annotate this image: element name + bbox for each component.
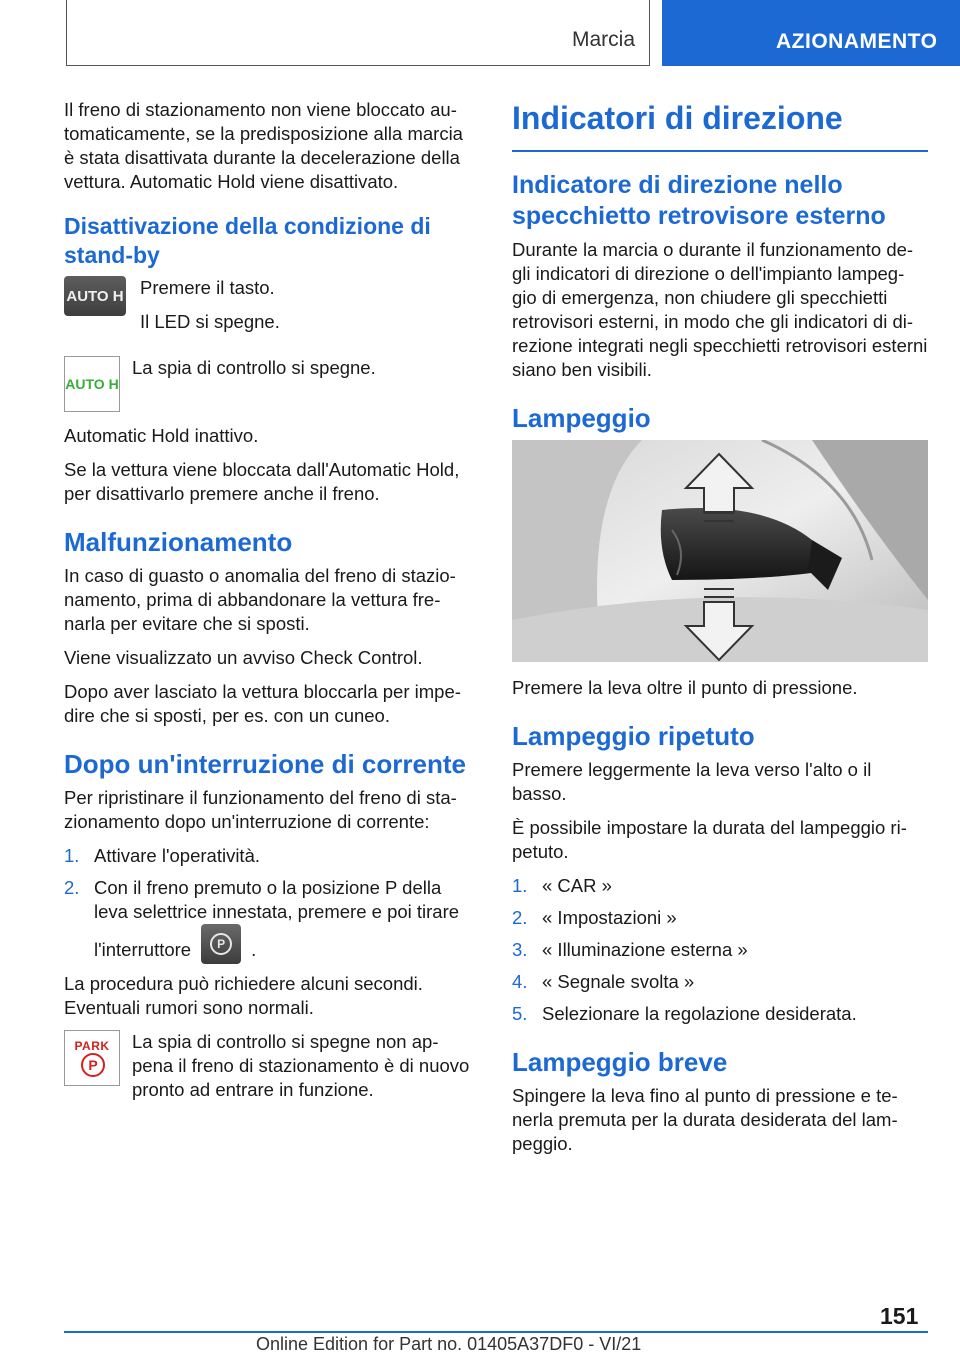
power-interruption-heading: Dopo un'interruzione di corrente [64,749,466,779]
mirror-indicator-text: Durante la marcia o durante il funzionamento de-gli indicatori di direzione o dell'impianto lampeg-gio di emergenza, non chiudere gli specchietti retrovisori esterni, in modo che gli indicatori di di-rezione integrati negli specchietti retrovisori esterni siano ben visibili. [512,239,928,380]
header-chapter-tab [662,0,960,66]
flash-text: Premere la leva oltre il punto di pressione. [512,677,858,698]
mirror-indicator-heading: Indicatore di direzione nello specchietto retrovisore esterno [512,171,886,230]
intro-paragraph: Il freno di stazionamento non viene bloccato au-tomaticamente, se la predisposizione alla marcia è stata disattivata durante la decelerazione della vettura. Automatic Hold viene disattivato. [64,99,463,192]
direction-indicators-heading: Indicatori di direzione [512,98,928,152]
power-steps-list [64,844,476,964]
right-column [512,98,928,1166]
procedure-text: La procedura può richiedere alcuni secondi. Eventuali rumori sono normali. [64,973,423,1018]
park-indicator-text: La spia di controllo si spegne non ap-pena il freno di stazionamento è di nuovo pronto ad entrare in funzione. [132,1031,470,1100]
header-chapter-title: AZIONAMENTO [776,30,938,53]
indicator-off-text: La spia di controllo si spegne. [132,357,376,378]
footer-divider [64,1331,928,1333]
list-item [64,844,476,868]
standby-heading: Disattivazione della condizione di stand-by [64,213,431,268]
step-text: Attivare l'operatività. [94,845,260,866]
header-section-box [66,0,650,66]
page-number: 151 [880,1303,919,1329]
park-indicator-icon: PARK P [64,1030,120,1086]
step-number: 1. [64,845,80,866]
block-vehicle-text: Dopo aver lasciato la vettura bloccarla per impe-dire che si sposti, per es. con un cuneo. [64,681,461,726]
malfunction-heading: Malfunzionamento [64,527,293,557]
step-number: 2. [64,877,80,898]
step-suffix: . [251,939,257,960]
list-item: 2. « Impostazioni » [512,907,677,928]
locked-text: Se la vettura viene bloccata dall'Automatic Hold, per disattivarlo premere anche il freno. [64,459,460,504]
auto-h-button-icon: AUTO H [64,276,126,316]
list-item: 1. « CAR » [512,875,612,896]
repeat-duration-text: È possibile impostare la durata del lampeggio ri-petuto. [512,817,907,862]
flash-heading: Lampeggio [512,403,651,433]
park-indicator-row [64,1030,476,1112]
short-flash-heading: Lampeggio breve [512,1047,728,1077]
turn-signal-lever-photo [512,440,928,662]
list-item: 4. « Segnale svolta » [512,971,695,992]
led-off-text: Il LED si spegne. [140,311,280,332]
left-column [64,98,476,1124]
auto-h-indicator-icon: AUTO H [64,356,120,412]
malfunction-text: In caso di guasto o anomalia del freno di stazio-namento, prima di abbandonare la vettura fre-narla per evitare che si sposti. [64,565,456,634]
repeat-flash-text: Premere leggermente la leva verso l'alto o il basso. [512,759,872,804]
list-item [64,876,476,964]
step-text: Con il freno premuto o la posizione P della leva selettrice innestata, premere e poi tirare l'interruttore [94,877,460,960]
repeat-flash-heading: Lampeggio ripetuto [512,721,755,751]
short-flash-text: Spingere la leva fino al punto di pressione e te-nerla premuta per la durata desiderata del lam-peggio. [512,1085,898,1154]
settings-steps-list [512,874,928,1026]
press-button-text: Premere il tasto. [140,277,275,298]
header-section-title: Marcia [571,28,635,51]
auto-h-indicator-row [64,356,476,412]
footer-edition: Online Edition for Part no. 01405A37DF0 - VI/21 [256,1334,642,1354]
inactive-text: Automatic Hold inattivo. [64,425,259,446]
list-item: 5. Selezionare la regolazione desiderata. [512,1003,857,1024]
list-item: 3. « Illuminazione esterna » [512,939,748,960]
check-control-text: Viene visualizzato un avviso Check Control. [64,647,423,668]
parking-brake-switch-icon: P [201,924,241,964]
power-interruption-text: Per ripristinare il funzionamento del freno di sta-zionamento dopo un'interruzione di corrente: [64,787,457,832]
auto-h-button-row [64,276,476,344]
